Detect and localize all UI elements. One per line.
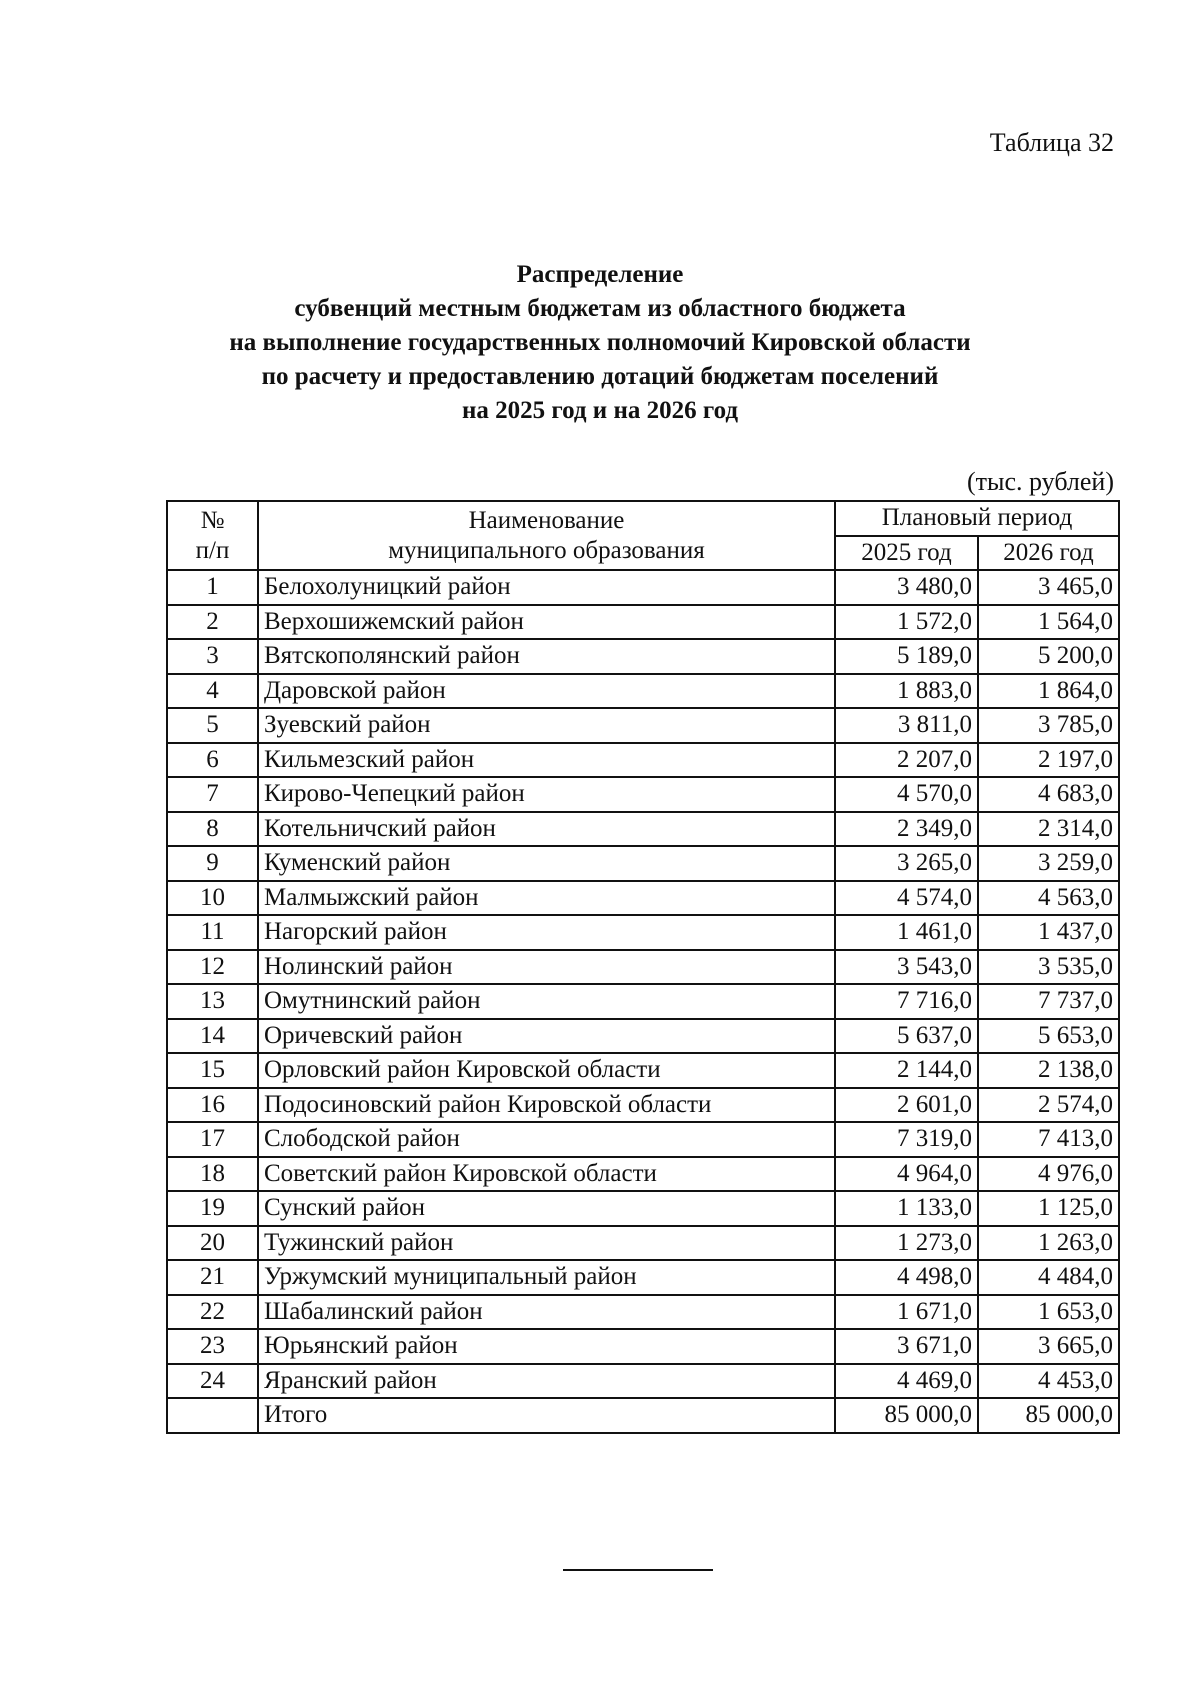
row-number: 22 bbox=[167, 1295, 258, 1330]
value-2025: 2 144,0 bbox=[835, 1053, 978, 1088]
row-number: 21 bbox=[167, 1260, 258, 1295]
header-number-line1: № bbox=[200, 506, 225, 534]
value-2025: 7 319,0 bbox=[835, 1122, 978, 1157]
value-2026: 1 263,0 bbox=[978, 1226, 1119, 1261]
municipality-name: Малмыжский район bbox=[258, 881, 835, 916]
value-2026: 3 535,0 bbox=[978, 950, 1119, 985]
value-2026: 3 785,0 bbox=[978, 708, 1119, 743]
table-row bbox=[167, 674, 1119, 709]
value-2026: 1 437,0 bbox=[978, 915, 1119, 950]
value-2026: 5 200,0 bbox=[978, 639, 1119, 674]
municipality-name: Оричевский район bbox=[258, 1019, 835, 1054]
row-number: 16 bbox=[167, 1088, 258, 1123]
municipality-name: Нагорский район bbox=[258, 915, 835, 950]
total-number-cell bbox=[167, 1398, 258, 1433]
header-name-line2: муниципального образования bbox=[388, 536, 705, 564]
value-2025: 2 349,0 bbox=[835, 812, 978, 847]
row-number: 1 bbox=[167, 570, 258, 605]
row-number: 24 bbox=[167, 1364, 258, 1399]
value-2026: 7 413,0 bbox=[978, 1122, 1119, 1157]
value-2025: 7 716,0 bbox=[835, 984, 978, 1019]
table-row bbox=[167, 1226, 1119, 1261]
table-row bbox=[167, 1191, 1119, 1226]
row-number: 17 bbox=[167, 1122, 258, 1157]
municipality-name: Зуевский район bbox=[258, 708, 835, 743]
header-name bbox=[258, 501, 835, 570]
table-row bbox=[167, 570, 1119, 605]
table-row bbox=[167, 950, 1119, 985]
header-period: Плановый период bbox=[835, 501, 1119, 536]
municipality-name: Омутнинский район bbox=[258, 984, 835, 1019]
row-number: 9 bbox=[167, 846, 258, 881]
header-row bbox=[167, 501, 1119, 536]
value-2025: 5 637,0 bbox=[835, 1019, 978, 1054]
units-label: (тыс. рублей) bbox=[966, 467, 1114, 496]
row-number: 12 bbox=[167, 950, 258, 985]
value-2026: 4 976,0 bbox=[978, 1157, 1119, 1192]
municipality-name: Кирово-Чепецкий район bbox=[258, 777, 835, 812]
municipality-name: Котельничский район bbox=[258, 812, 835, 847]
municipality-name: Яранский район bbox=[258, 1364, 835, 1399]
table-row bbox=[167, 1088, 1119, 1123]
row-number: 8 bbox=[167, 812, 258, 847]
value-2026: 1 125,0 bbox=[978, 1191, 1119, 1226]
title-line: субвенций местным бюджетам из областного бюджета bbox=[294, 295, 906, 322]
total-2025: 85 000,0 bbox=[835, 1398, 978, 1433]
document-title bbox=[150, 258, 1050, 428]
row-number: 18 bbox=[167, 1157, 258, 1192]
table-row bbox=[167, 743, 1119, 778]
row-number: 3 bbox=[167, 639, 258, 674]
header-name-line1: Наименование bbox=[468, 506, 625, 534]
municipality-name: Советский район Кировской области bbox=[258, 1157, 835, 1192]
municipality-name: Шабалинский район bbox=[258, 1295, 835, 1330]
table-row bbox=[167, 777, 1119, 812]
table-row bbox=[167, 915, 1119, 950]
value-2026: 5 653,0 bbox=[978, 1019, 1119, 1054]
municipality-name: Орловский район Кировской области bbox=[258, 1053, 835, 1088]
table-row bbox=[167, 1122, 1119, 1157]
value-2026: 2 314,0 bbox=[978, 812, 1119, 847]
municipality-name: Нолинский район bbox=[258, 950, 835, 985]
value-2025: 2 207,0 bbox=[835, 743, 978, 778]
municipality-name: Сунский район bbox=[258, 1191, 835, 1226]
value-2025: 3 671,0 bbox=[835, 1329, 978, 1364]
value-2026: 4 484,0 bbox=[978, 1260, 1119, 1295]
value-2025: 1 572,0 bbox=[835, 605, 978, 640]
row-number: 11 bbox=[167, 915, 258, 950]
value-2025: 1 671,0 bbox=[835, 1295, 978, 1330]
value-2025: 5 189,0 bbox=[835, 639, 978, 674]
value-2025: 1 133,0 bbox=[835, 1191, 978, 1226]
total-label: Итого bbox=[258, 1398, 835, 1433]
value-2025: 1 883,0 bbox=[835, 674, 978, 709]
row-number: 10 bbox=[167, 881, 258, 916]
value-2026: 3 665,0 bbox=[978, 1329, 1119, 1364]
table-row bbox=[167, 639, 1119, 674]
value-2025: 4 570,0 bbox=[835, 777, 978, 812]
value-2025: 4 498,0 bbox=[835, 1260, 978, 1295]
municipality-name: Подосиновский район Кировской области bbox=[258, 1088, 835, 1123]
title-line: на выполнение государственных полномочий Кировской области bbox=[229, 329, 971, 356]
value-2025: 3 480,0 bbox=[835, 570, 978, 605]
value-2026: 3 465,0 bbox=[978, 570, 1119, 605]
value-2025: 4 574,0 bbox=[835, 881, 978, 916]
value-2026: 2 574,0 bbox=[978, 1088, 1119, 1123]
row-number: 13 bbox=[167, 984, 258, 1019]
subvention-table bbox=[166, 500, 1120, 1434]
value-2026: 2 197,0 bbox=[978, 743, 1119, 778]
municipality-name: Даровской район bbox=[258, 674, 835, 709]
title-line: на 2025 год и на 2026 год bbox=[461, 397, 739, 424]
table-number: Таблица 32 bbox=[989, 128, 1114, 157]
total-row bbox=[167, 1398, 1119, 1433]
row-number: 4 bbox=[167, 674, 258, 709]
table-row bbox=[167, 1295, 1119, 1330]
table-row bbox=[167, 1053, 1119, 1088]
value-2025: 1 461,0 bbox=[835, 915, 978, 950]
municipality-name: Куменский район bbox=[258, 846, 835, 881]
title-line: Распределение bbox=[516, 261, 684, 288]
municipality-name: Кильмезский район bbox=[258, 743, 835, 778]
row-number: 7 bbox=[167, 777, 258, 812]
value-2025: 4 469,0 bbox=[835, 1364, 978, 1399]
table-row bbox=[167, 1364, 1119, 1399]
table-row bbox=[167, 1157, 1119, 1192]
municipality-name: Юрьянский район bbox=[258, 1329, 835, 1364]
row-number: 15 bbox=[167, 1053, 258, 1088]
total-2026: 85 000,0 bbox=[978, 1398, 1119, 1433]
municipality-name: Тужинский район bbox=[258, 1226, 835, 1261]
table-row bbox=[167, 1019, 1119, 1054]
municipality-name: Верхошижемский район bbox=[258, 605, 835, 640]
municipality-name: Слободской район bbox=[258, 1122, 835, 1157]
value-2025: 2 601,0 bbox=[835, 1088, 978, 1123]
value-2026: 3 259,0 bbox=[978, 846, 1119, 881]
table-body bbox=[167, 570, 1119, 1398]
table-row bbox=[167, 1329, 1119, 1364]
header-year-2025: 2025 год bbox=[835, 536, 978, 571]
value-2025: 3 811,0 bbox=[835, 708, 978, 743]
row-number: 19 bbox=[167, 1191, 258, 1226]
value-2026: 4 563,0 bbox=[978, 881, 1119, 916]
table-row bbox=[167, 605, 1119, 640]
value-2026: 4 453,0 bbox=[978, 1364, 1119, 1399]
header-year-2026: 2026 год bbox=[978, 536, 1119, 571]
value-2025: 1 273,0 bbox=[835, 1226, 978, 1261]
title-line: по расчету и предоставлению дотаций бюджетам поселений bbox=[261, 363, 939, 390]
value-2025: 3 265,0 bbox=[835, 846, 978, 881]
table-row bbox=[167, 846, 1119, 881]
row-number: 2 bbox=[167, 605, 258, 640]
header-number bbox=[167, 501, 258, 570]
bottom-rule bbox=[563, 1569, 713, 1571]
row-number: 6 bbox=[167, 743, 258, 778]
table-row bbox=[167, 881, 1119, 916]
table-row bbox=[167, 708, 1119, 743]
value-2025: 4 964,0 bbox=[835, 1157, 978, 1192]
municipality-name: Уржумский муниципальный район bbox=[258, 1260, 835, 1295]
municipality-name: Белохолуницкий район bbox=[258, 570, 835, 605]
row-number: 20 bbox=[167, 1226, 258, 1261]
header-number-line2: п/п bbox=[195, 536, 230, 564]
value-2026: 1 864,0 bbox=[978, 674, 1119, 709]
row-number: 23 bbox=[167, 1329, 258, 1364]
municipality-name: Вятскополянский район bbox=[258, 639, 835, 674]
value-2026: 1 564,0 bbox=[978, 605, 1119, 640]
value-2025: 3 543,0 bbox=[835, 950, 978, 985]
value-2026: 1 653,0 bbox=[978, 1295, 1119, 1330]
row-number: 5 bbox=[167, 708, 258, 743]
value-2026: 7 737,0 bbox=[978, 984, 1119, 1019]
value-2026: 2 138,0 bbox=[978, 1053, 1119, 1088]
row-number: 14 bbox=[167, 1019, 258, 1054]
value-2026: 4 683,0 bbox=[978, 777, 1119, 812]
table-row bbox=[167, 812, 1119, 847]
table-row bbox=[167, 984, 1119, 1019]
table-row bbox=[167, 1260, 1119, 1295]
